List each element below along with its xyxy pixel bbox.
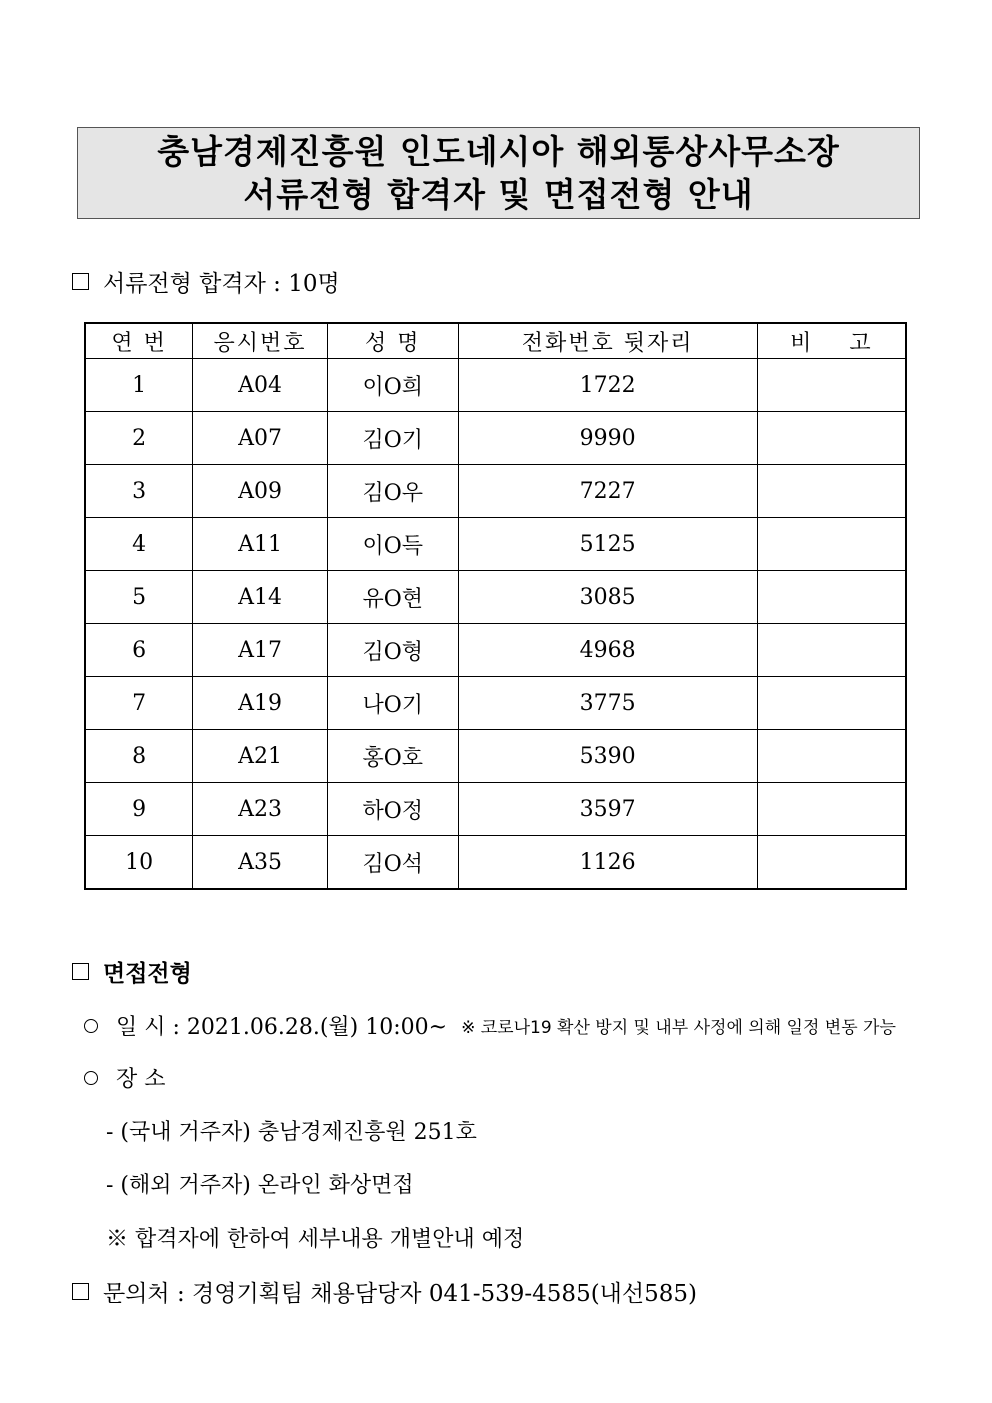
interview-schedule-text: 일 시 : 2021.06.28.(월) 10:00~ [116, 1015, 448, 1040]
header-name: 성 명 [327, 323, 458, 359]
cell-remarks [757, 412, 906, 465]
header-phone-last-digits: 전화번호 뒷자리 [458, 323, 757, 359]
cell-applicant-id: A09 [193, 465, 328, 518]
cell-remarks [757, 465, 906, 518]
interview-place-label: 장 소 [116, 1067, 166, 1092]
cell-number: 1 [85, 359, 193, 412]
interview-place-overseas: - (해외 거주자) 온라인 화상면접 [106, 1173, 414, 1198]
header-remarks: 비 고 [757, 323, 906, 359]
cell-name: 김O기 [327, 412, 458, 465]
cell-number: 6 [85, 624, 193, 677]
cell-name: 하O정 [327, 783, 458, 836]
cell-name: 김O석 [327, 836, 458, 890]
cell-remarks [757, 730, 906, 783]
cell-remarks [757, 359, 906, 412]
cell-applicant-id: A23 [193, 783, 328, 836]
table-row [85, 465, 906, 518]
cell-name: 유O현 [327, 571, 458, 624]
table-row [85, 730, 906, 783]
interview-place-domestic: - (국내 거주자) 충남경제진흥원 251호 [106, 1120, 477, 1145]
cell-phone: 5125 [458, 518, 757, 571]
cell-name: 이O득 [327, 518, 458, 571]
table-row [85, 677, 906, 730]
circle-bullet-icon [84, 1019, 98, 1033]
interview-schedule [84, 1010, 896, 1041]
header-applicant-id: 응시번호 [193, 323, 328, 359]
table-row [85, 412, 906, 465]
cell-applicant-id: A19 [193, 677, 328, 730]
cell-number: 5 [85, 571, 193, 624]
circle-bullet-icon [84, 1071, 98, 1085]
cell-phone: 7227 [458, 465, 757, 518]
section-contact [72, 1275, 697, 1308]
table-row [85, 571, 906, 624]
cell-remarks [757, 518, 906, 571]
cell-number: 8 [85, 730, 193, 783]
cell-number: 9 [85, 783, 193, 836]
cell-phone: 1722 [458, 359, 757, 412]
title-line-1: 충남경제진흥원 인도네시아 해외통상사무소장 [157, 132, 840, 171]
cell-applicant-id: A17 [193, 624, 328, 677]
cell-remarks [757, 624, 906, 677]
cell-name: 김O형 [327, 624, 458, 677]
cell-remarks [757, 836, 906, 890]
cell-number: 7 [85, 677, 193, 730]
section-interview [72, 955, 192, 988]
section-interview-label: 면접전형 [103, 960, 192, 987]
cell-number: 10 [85, 836, 193, 890]
cell-name: 김O우 [327, 465, 458, 518]
checkbox-square-icon [72, 963, 89, 980]
cell-number: 4 [85, 518, 193, 571]
cell-phone: 3085 [458, 571, 757, 624]
title-box [77, 127, 920, 219]
title-line-2: 서류전형 합격자 및 면접전형 안내 [243, 175, 754, 214]
table-row [85, 359, 906, 412]
section-contact-label: 문의처 : 경영기획팀 채용담당자 041-539-4585(내선585) [103, 1281, 697, 1307]
section-document-screening [72, 265, 340, 298]
cell-applicant-id: A04 [193, 359, 328, 412]
table-row [85, 783, 906, 836]
checkbox-square-icon [72, 1283, 89, 1300]
cell-name: 나O기 [327, 677, 458, 730]
header-number: 연 번 [85, 323, 193, 359]
interview-place [84, 1062, 166, 1093]
table-row [85, 836, 906, 890]
cell-applicant-id: A07 [193, 412, 328, 465]
interview-notice: ※ 합격자에 한하여 세부내용 개별안내 예정 [106, 1227, 525, 1252]
results-table [84, 322, 907, 890]
interview-schedule-note: ※ 코로나19 확산 방지 및 내부 사정에 의해 일정 변동 가능 [461, 1018, 896, 1038]
cell-applicant-id: A11 [193, 518, 328, 571]
cell-phone: 4968 [458, 624, 757, 677]
cell-name: 홍O호 [327, 730, 458, 783]
cell-applicant-id: A21 [193, 730, 328, 783]
cell-phone: 1126 [458, 836, 757, 890]
cell-remarks [757, 571, 906, 624]
cell-applicant-id: A35 [193, 836, 328, 890]
cell-phone: 3775 [458, 677, 757, 730]
cell-remarks [757, 677, 906, 730]
table-row [85, 518, 906, 571]
table-row [85, 624, 906, 677]
cell-remarks [757, 783, 906, 836]
cell-applicant-id: A14 [193, 571, 328, 624]
cell-name: 이O희 [327, 359, 458, 412]
checkbox-square-icon [72, 273, 89, 290]
section-document-screening-label: 서류전형 합격자 : 10명 [103, 271, 340, 297]
cell-phone: 5390 [458, 730, 757, 783]
cell-phone: 9990 [458, 412, 757, 465]
cell-number: 2 [85, 412, 193, 465]
cell-phone: 3597 [458, 783, 757, 836]
cell-number: 3 [85, 465, 193, 518]
table-header-row [85, 323, 906, 359]
